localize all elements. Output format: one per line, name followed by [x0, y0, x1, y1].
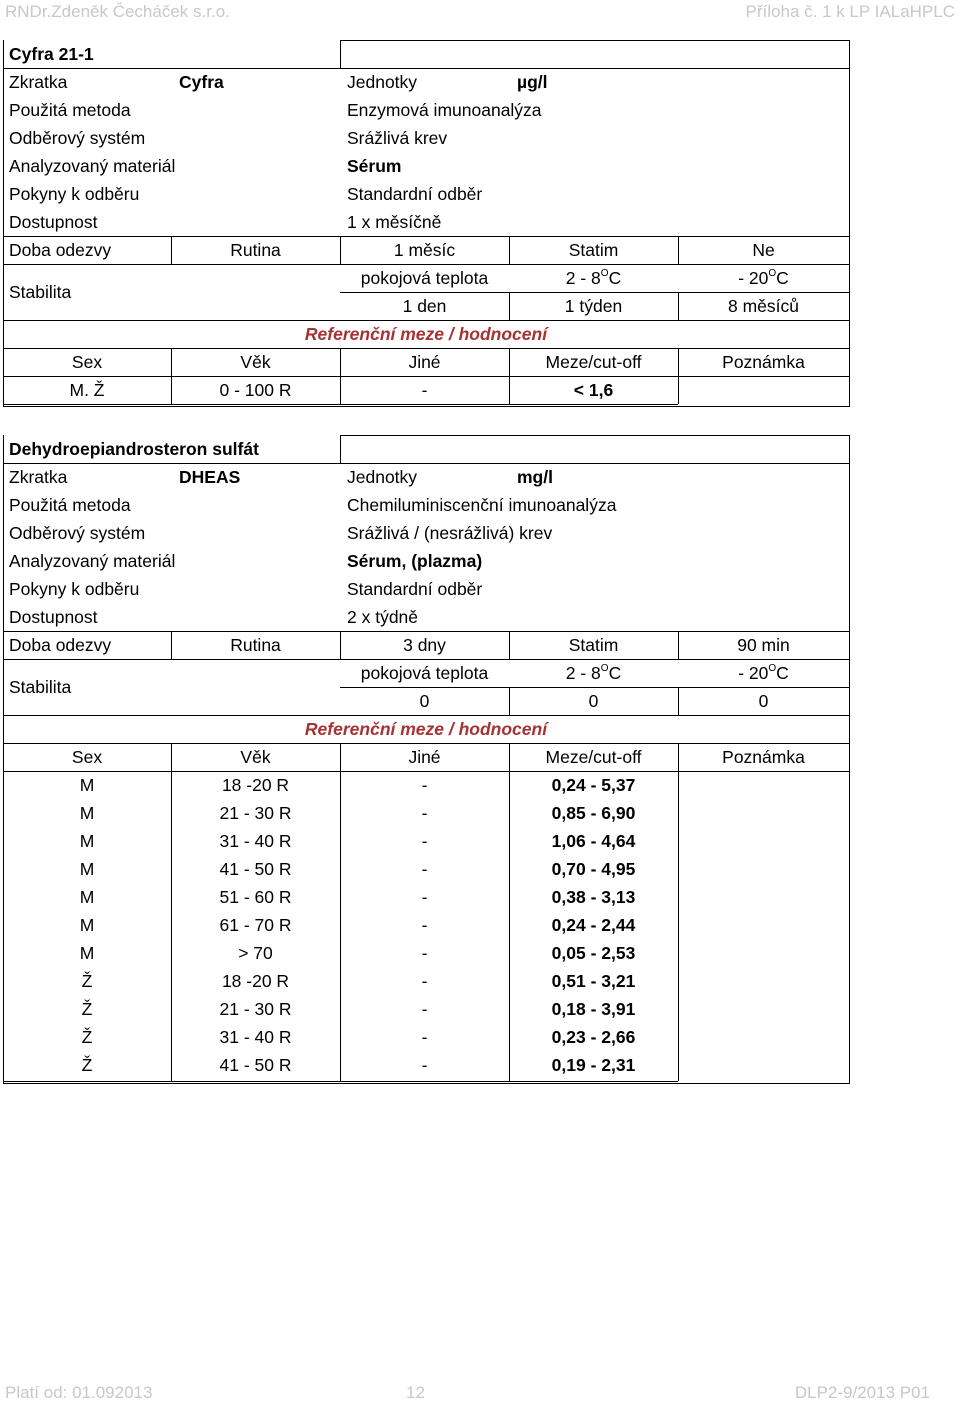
ref-cell-jine: - — [421, 943, 428, 963]
page-number: 12 — [406, 1383, 425, 1402]
doba-label: Doba odezvy — [9, 635, 112, 655]
statim-value: Ne — [752, 240, 775, 260]
ref-header-sex: Sex — [71, 352, 103, 372]
stabilita-label: Stabilita — [9, 282, 72, 302]
ref-cell-jine: - — [421, 831, 428, 851]
ref-cell-poznamka — [678, 827, 849, 855]
rutina-value: 1 měsíc — [393, 240, 456, 260]
ref-cell-sex: Ž — [81, 999, 93, 1019]
row-ref-title — [3, 715, 849, 743]
zkratka-value: Cyfra — [179, 72, 224, 92]
section-title: Dehydroepiandrosteron sulfát — [9, 439, 259, 459]
table-row — [3, 799, 849, 827]
ref-cell-vek: 31 - 40 R — [219, 831, 292, 851]
stab-frozen-label: - $20^OC$ — [738, 663, 789, 683]
ref-cell-jine: - — [421, 915, 428, 935]
table-row — [3, 939, 849, 967]
row-metoda — [3, 491, 849, 519]
ref-cell-sex: M — [79, 887, 95, 907]
ref-cell-vek: 18 -20 R — [221, 971, 290, 991]
table-row — [3, 995, 849, 1023]
dostupnost-value: 2 x týdně — [347, 607, 419, 627]
row-zkratka — [3, 68, 849, 96]
system-label: Odběrový systém — [9, 128, 146, 148]
jednotky-value: mg/l — [517, 467, 553, 487]
ref-cell-sex: Ž — [81, 1027, 93, 1047]
ref-cell-meze: < 1,6 — [573, 380, 614, 400]
table-row — [3, 1051, 849, 1079]
jednotky-label: Jednotky — [347, 72, 418, 92]
doba-label: Doba odezvy — [9, 240, 112, 260]
ref-cell-vek: 18 -20 R — [221, 775, 290, 795]
zkratka-label: Zkratka — [9, 72, 68, 92]
row-metoda — [3, 96, 849, 124]
row-ref-headers — [3, 348, 849, 376]
pokyny-value: Standardní odběr — [347, 184, 483, 204]
ref-cell-sex: M — [79, 831, 95, 851]
ref-cell-vek: > 70 — [238, 943, 273, 963]
row-dostupnost — [3, 603, 849, 631]
ref-cell-vek: 41 - 50 R — [219, 859, 292, 879]
footer-valid-from: Platí od: 01.092013 — [5, 1383, 153, 1402]
ref-cell-sex: M — [79, 943, 95, 963]
title-row — [3, 40, 849, 68]
ref-cell-poznamka — [678, 967, 849, 995]
ref-cell-meze: 0,51 - 3,21 — [551, 971, 636, 991]
title-row — [3, 435, 849, 463]
ref-cell-vek: 31 - 40 R — [219, 1027, 292, 1047]
ref-cell-vek: 0 - 100 R — [219, 380, 292, 400]
metoda-value: Enzymová imunoanalýza — [347, 100, 542, 120]
pokyny-label: Pokyny k odběru — [9, 184, 140, 204]
ref-cell-jine: - — [421, 887, 428, 907]
ref-cell-sex: M — [79, 775, 95, 795]
ref-cell-meze: 0,85 - 6,90 — [551, 803, 636, 823]
ref-cell-meze: 1,06 - 4,64 — [551, 831, 636, 851]
ref-cell-meze: 0,24 - 5,37 — [551, 775, 636, 795]
row-system — [3, 124, 849, 152]
ref-cell-vek: 51 - 60 R — [219, 887, 292, 907]
statim-label: Statim — [568, 240, 619, 260]
metoda-label: Použitá metoda — [9, 495, 131, 515]
row-ref-title — [3, 320, 849, 348]
stab-cold-value: 1 týden — [564, 296, 623, 316]
header-attachment: Příloha č. 1 k LP IALaHPLC — [745, 2, 955, 21]
ref-cell-poznamka — [678, 1051, 849, 1079]
ref-cell-sex: Ž — [81, 1055, 93, 1075]
ref-cell-jine: - — [421, 803, 428, 823]
ref-cell-jine: - — [421, 971, 428, 991]
metoda-label: Použitá metoda — [9, 100, 131, 120]
ref-cell-jine: - — [421, 1055, 428, 1075]
pokyny-value: Standardní odběr — [347, 579, 483, 599]
row-material — [3, 547, 849, 575]
system-value: Srážlivá / (nesrážlivá) krev — [347, 523, 553, 543]
ref-header-jine: Jiné — [408, 352, 441, 372]
ref-cell-vek: 21 - 30 R — [219, 999, 292, 1019]
ref-cell-meze: 0,70 - 4,95 — [551, 859, 636, 879]
ref-cell-poznamka — [678, 883, 849, 911]
ref-cell-poznamka — [678, 376, 849, 404]
ref-header-vek: Věk — [240, 352, 271, 372]
ref-cell-sex: M. Ž — [69, 380, 105, 400]
zkratka-label: Zkratka — [9, 467, 68, 487]
rutina-label: Rutina — [230, 635, 281, 655]
rutina-label: Rutina — [230, 240, 281, 260]
ref-header-meze: Meze/cut-off — [545, 352, 642, 372]
stab-room-value: 1 den — [402, 296, 447, 316]
table-row — [3, 855, 849, 883]
system-value: Srážlivá krev — [347, 128, 448, 148]
ref-cell-poznamka — [678, 855, 849, 883]
table-row — [3, 967, 849, 995]
pokyny-label: Pokyny k odběru — [9, 579, 140, 599]
table-row — [3, 827, 849, 855]
stab-frozen-value: 8 měsíců — [728, 296, 799, 316]
ref-cell-meze: 0,18 - 3,91 — [551, 999, 636, 1019]
metoda-value: Chemiluminiscenční imunoanalýza — [347, 495, 617, 515]
row-system — [3, 519, 849, 547]
ref-cell-jine: - — [421, 859, 428, 879]
ref-cell-meze: 0,19 - 2,31 — [551, 1055, 636, 1075]
ref-cell-vek: 61 - 70 R — [219, 915, 292, 935]
ref-cell-meze: 0,05 - 2,53 — [551, 943, 636, 963]
row-pokyny — [3, 575, 849, 603]
ref-cell-poznamka — [678, 771, 849, 799]
stab-cold-value: 0 — [588, 691, 599, 711]
section-dheas — [3, 435, 849, 1084]
ref-cell-poznamka — [678, 995, 849, 1023]
ref-cell-meze: 0,38 - 3,13 — [551, 887, 636, 907]
stab-cold-label: $2 - 8^OC$ — [565, 268, 622, 288]
ref-cell-sex: M — [79, 803, 95, 823]
table-row — [3, 1023, 849, 1051]
ref-title: Referenční meze / hodnocení — [304, 324, 548, 344]
material-value: Sérum, (plazma) — [347, 551, 483, 571]
section-title: Cyfra 21-1 — [9, 44, 94, 64]
ref-header-vek: Věk — [240, 747, 271, 767]
row-pokyny — [3, 180, 849, 208]
dostupnost-value: 1 x měsíčně — [347, 212, 442, 232]
stab-room-label: pokojová teplota — [360, 268, 489, 288]
ref-cell-meze: 0,23 - 2,66 — [551, 1027, 636, 1047]
stab-room-label: pokojová teplota — [360, 663, 489, 683]
ref-cell-vek: 41 - 50 R — [219, 1055, 292, 1075]
ref-title: Referenční meze / hodnocení — [304, 719, 548, 739]
ref-cell-poznamka — [678, 799, 849, 827]
stab-room-value: 0 — [419, 691, 430, 711]
table-row — [3, 911, 849, 939]
ref-cell-jine: - — [421, 1027, 428, 1047]
ref-cell-poznamka — [678, 911, 849, 939]
row-material — [3, 152, 849, 180]
system-label: Odběrový systém — [9, 523, 146, 543]
ref-cell-meze: 0,24 - 2,44 — [551, 915, 636, 935]
table-row — [3, 883, 849, 911]
dostupnost-label: Dostupnost — [9, 212, 98, 232]
ref-cell-sex: M — [79, 859, 95, 879]
ref-cell-poznamka — [678, 939, 849, 967]
row-doba-odezvy — [3, 236, 849, 264]
ref-header-poznamka: Poznámka — [722, 352, 805, 372]
section-cyfra — [3, 40, 849, 407]
jednotky-label: Jednotky — [347, 467, 418, 487]
row-dostupnost — [3, 208, 849, 236]
footer-doc-code: DLP2-9/2013 P01 — [794, 1383, 930, 1402]
ref-cell-sex: Ž — [81, 971, 93, 991]
ref-cell-jine: - — [421, 775, 428, 795]
statim-value: 90 min — [737, 635, 790, 655]
statim-label: Statim — [568, 635, 619, 655]
material-label: Analyzovaný materiál — [9, 551, 176, 571]
material-value: Sérum — [347, 156, 402, 176]
jednotky-value: µg/l — [517, 72, 548, 92]
stab-frozen-label: - $20^OC$ — [738, 268, 789, 288]
row-ref-headers — [3, 743, 849, 771]
ref-cell-poznamka — [678, 1023, 849, 1051]
stabilita-label: Stabilita — [9, 677, 72, 697]
table-row — [3, 376, 849, 404]
stab-frozen-value: 0 — [758, 691, 769, 711]
dostupnost-label: Dostupnost — [9, 607, 98, 627]
material-label: Analyzovaný materiál — [9, 156, 176, 176]
ref-header-jine: Jiné — [408, 747, 441, 767]
header-company: RNDr.Zdeněk Čecháček s.r.o. — [5, 2, 230, 21]
row-doba-odezvy — [3, 631, 849, 659]
ref-cell-jine: - — [421, 999, 428, 1019]
ref-cell-sex: M — [79, 915, 95, 935]
rutina-value: 3 dny — [403, 635, 446, 655]
stab-cold-label: $2 - 8^OC$ — [565, 663, 622, 683]
row-zkratka — [3, 463, 849, 491]
ref-header-poznamka: Poznámka — [722, 747, 805, 767]
zkratka-value: DHEAS — [179, 467, 241, 487]
ref-header-sex: Sex — [71, 747, 103, 767]
ref-cell-jine: - — [421, 380, 428, 400]
ref-header-meze: Meze/cut-off — [545, 747, 642, 767]
table-row — [3, 771, 849, 799]
ref-cell-vek: 21 - 30 R — [219, 803, 292, 823]
